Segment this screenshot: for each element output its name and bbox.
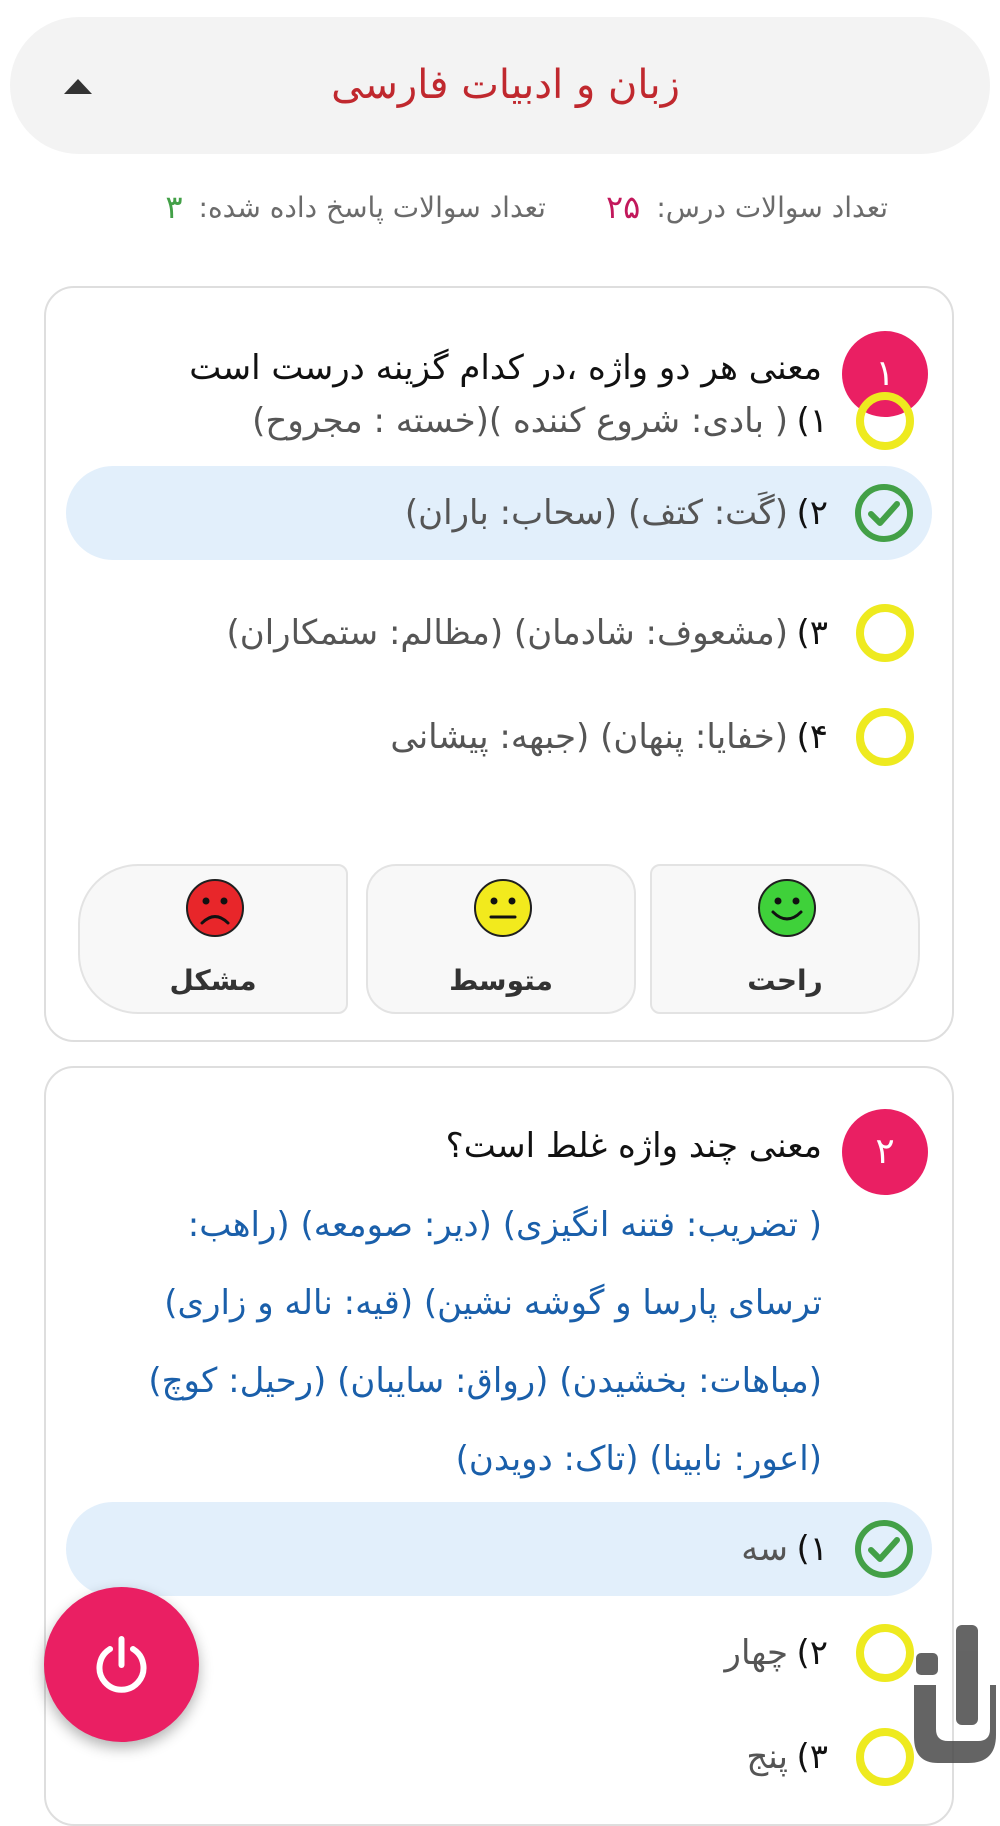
happy-face-icon [757, 878, 817, 938]
question-text: معنی هر دو واژه ،در کدام گزینه درست است [189, 348, 822, 388]
check-circle-icon[interactable] [854, 483, 914, 543]
option-number: ۱) [796, 1529, 828, 1569]
option-3[interactable] [66, 586, 932, 680]
power-icon [88, 1631, 155, 1698]
option-number: ۱) [796, 401, 828, 441]
option-3[interactable] [66, 1710, 932, 1804]
difficulty-hard-button[interactable] [78, 864, 348, 1014]
option-number: ۲) [796, 1633, 828, 1673]
question-text: معنی چند واژه غلط است؟ [445, 1126, 822, 1166]
stats-bar [165, 185, 888, 229]
difficulty-medium-button[interactable] [366, 864, 636, 1014]
bazaar-logo-icon [904, 1625, 996, 1765]
question-card-1 [44, 286, 954, 1042]
answered-questions-value: ۳ [165, 188, 183, 226]
collapse-arrow-icon[interactable] [64, 79, 92, 94]
option-number: ۲) [796, 493, 828, 533]
option-text: پنج [746, 1737, 788, 1777]
section-header[interactable] [10, 17, 990, 154]
difficulty-easy-button[interactable] [650, 864, 920, 1014]
option-number: ۳) [796, 1737, 828, 1777]
radio-empty-icon[interactable] [856, 392, 914, 450]
option-text: (خفایا: پنهان) (جبهه: پیشانی [390, 717, 788, 757]
difficulty-hard-label: مشکل [169, 964, 257, 997]
option-text: (مشعوف: شادمان) (مظالم: ستمکاران) [226, 613, 788, 653]
radio-empty-icon[interactable] [856, 604, 914, 662]
question-detail-text: ( تضریب: فتنه انگیزی) (دیر: صومعه) (راهب: ترسای پارسا و گوشه نشین) (قیه: ناله و زاری) (مباهات: بخشیدن) (رواق: سایبان) (رحیل: کوچ) (اعور: نابینا) (تاک: دویدن) [148, 1205, 822, 1479]
question-number-badge: ۲ [842, 1109, 928, 1195]
power-button[interactable] [44, 1587, 199, 1742]
option-number: ۳) [796, 613, 828, 653]
option-text: ( بادی: شروع کننده )(خسته : مجروح) [252, 401, 788, 441]
option-1[interactable] [66, 374, 932, 468]
answered-questions-label: تعداد سوالات پاسخ داده شده: [198, 190, 546, 224]
option-number: ۴) [796, 717, 828, 757]
difficulty-easy-label: راحت [747, 964, 823, 997]
total-questions-value: ۲۵ [605, 188, 641, 226]
difficulty-medium-label: متوسط [449, 964, 553, 997]
section-title: زبان و ادبیات فارسی [331, 62, 680, 108]
option-text: سه [741, 1529, 788, 1569]
option-4[interactable] [66, 690, 932, 784]
total-questions-label: تعداد سوالات درس: [656, 190, 888, 224]
neutral-face-icon [473, 878, 533, 938]
option-1[interactable] [66, 1502, 932, 1596]
radio-empty-icon[interactable] [856, 708, 914, 766]
option-text: چهار [724, 1633, 788, 1673]
question-number-badge: ۱ [842, 331, 928, 417]
check-circle-icon[interactable] [854, 1519, 914, 1579]
option-2[interactable] [66, 466, 932, 560]
option-text: (گَت: کتف) (سحاب: باران) [404, 493, 788, 533]
sad-face-icon [185, 878, 245, 938]
